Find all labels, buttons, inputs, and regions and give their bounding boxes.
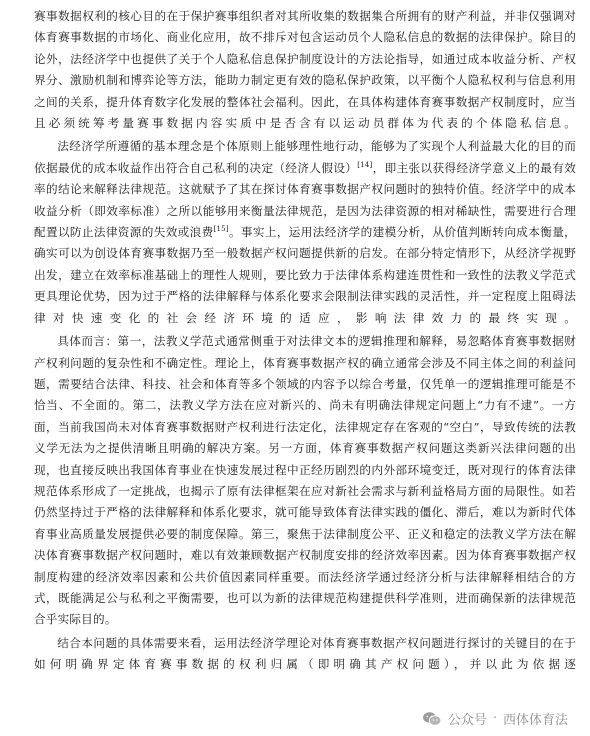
citation-marker: [14] — [357, 160, 373, 169]
citation-marker: [15] — [213, 225, 229, 234]
watermark-prefix: 公众号 — [447, 713, 487, 728]
paragraph-text: 法经济学所遵循的基本理念是个体原则上能够理性地行动，能够为了实现个人利益最大化的目的而依据最优的成本收益作出符合自己私利的决定（经济人假设） — [34, 139, 576, 175]
paragraph-2 — [34, 136, 576, 329]
paragraph-text: 赛事数据权利的核心目的在于保护赛事组织者对其所收集的数据集合所拥有的财产利益，并非仅强调对体育赛事数据的市场化、商业化应用，故不排斥对包含运动员个人隐私信息的数据的法律保护。除目的论外，法经济学中也提供了关于个人隐私信息保护制度设计的方法论指导，如通过成本收益分析、产权界分、激励机制和博弈论等方法，能助力制定更有效的隐私保护政策，以平衡个人隐私权利与信息利用之间的关系，提升体育数字化发展的整体社会福利。因此，在具体构建体育赛事数据产权制度时，应当且必须统筹考量赛事数据内容实质中是否含有以运动员群体为代表的个体隐私信息。 — [34, 9, 576, 131]
watermark-account: 西体体育法 — [502, 713, 568, 728]
paragraph-text: ，即主张以获得经济学意义上的最有效率的结论来解释法律规范。这就赋予了其在探讨体育赛事数据产权问题时的独特价值。经济学中的成本收益分析（即效率标准）之所以能够用来衡量法律规范，是因为法律资源的相对稀缺性，需要进行合理配置以防止法律资源的失效或浪费 — [34, 160, 576, 240]
paragraph-3 — [34, 331, 576, 631]
wechat-watermark — [418, 707, 572, 730]
watermark-separator: · — [492, 711, 497, 726]
paragraph-text: 。事实上，运用法经济学的建模分析，从价值判断转向成本衡量，确实可以为创设体育赛事数据乃至一般数据产权问题提供新的启发。在部分特定情形下，从经济学视野出发，建立在效率标准基础上的理性人规则，要比致力于法律体系构建连贯性和一致性的法教义学范式更具理论优势，因为过于严格的法律解释与体系化要求会限制法律实践的灵活性，并一定程度上阻碍法律对快速变化的社会经济环境的适应，影响法律效力的最终实现。 — [34, 225, 576, 325]
wechat-icon — [422, 711, 442, 727]
paragraph-text: 结合本问题的具体需要来看，运用法经济学理论对体育赛事数据产权问题进行探讨的关键目的在于如何明确界定体育赛事数据的权利归属（即明确其产权问题），并以此为依据逐 — [34, 635, 576, 672]
paragraph-text: 具体而言：第一，法教义学范式通常侧重于对法律文本的逻辑推理和解释，易忽略体育赛事数据财产权利问题的复杂性和不确定性。理论上，体育赛事数据产权的确立通常会涉及不同主体之间的利益问题，需要结合法律、科技、社会和体育等多个领域的内容予以综合考量，仅凭单一的逻辑推理可能是不恰当、不全面的。第二，法教义学方法在应对新兴的、尚未有明确法律规定问题上“力有不逮”。一方面，当前我国尚未对体育赛事数据财产权利进行法定化，法律规定存在客观的“空白”，导致传统的法教义学无法为之提供清晰且明确的解决方案。另一方面，体育赛事数据产权问题这类新兴法律问题的出现，也直接反映出我国体育事业在快速发展过程中正经历剧烈的内外部环境变迁，既对现行的体育法律规范体系形成了一定挑战，也揭示了原有法律框架在应对新社会需求与新利益格局方面的局限性。如若仍然坚持过于严格的法律解释和体系化要求，就可能导致体育法律实践的僵化、滞后，难以为新时代体育事业高质量发展提供必要的制度保障。第三，聚焦于法律制度公平、正义和稳定的法教义学方法在解决体育赛事数据产权问题时，难以有效兼顾数据产权制度安排的经济效率因素。因为体育赛事数据产权制度构建的经济效率因素和公共价值因素同样重要。而法经济学通过经济分析与法律解释相结合的方式，既能满足公与私利之平衡需要，也可以为新的法律规范构建提供科学准则，进而确保新的法律规范合乎实际目的。 — [34, 334, 576, 627]
paragraph-4 — [34, 633, 576, 676]
paragraph-1 — [34, 6, 576, 134]
